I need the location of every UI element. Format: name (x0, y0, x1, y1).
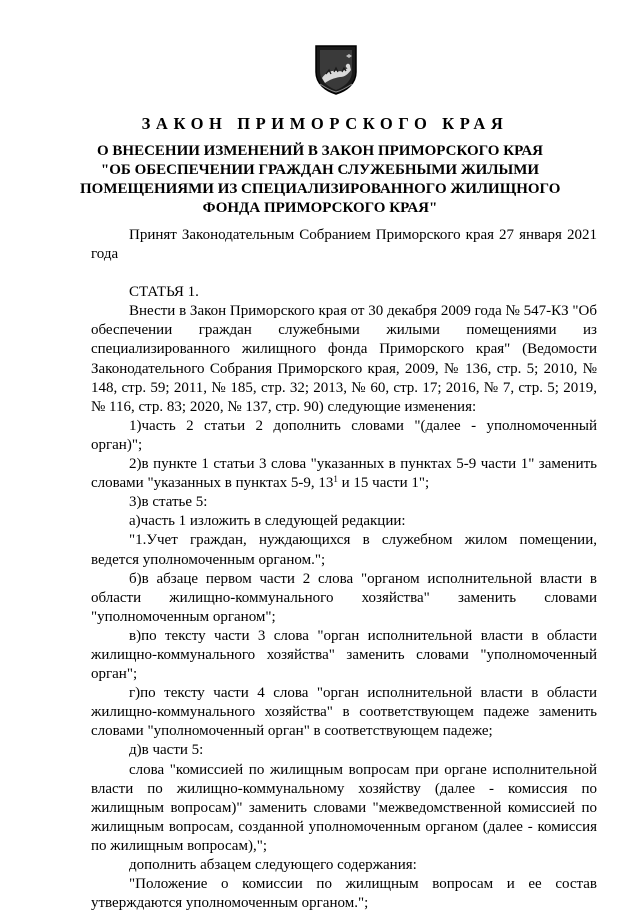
amendment-item-3g: г)по тексту части 4 слова "орган исполнительной власти в области жилищно-коммунального хозяйства" в соответствующем падеже заменить словами "уполномоченный орган" в соответствующем падеже; (91, 685, 597, 740)
item-2-superscript: 1 (333, 474, 338, 485)
amendment-item-1: 1)часть 2 статьи 2 дополнить словами "(далее - уполномоченный орган)"; (91, 417, 597, 453)
amendment-item-3d-quote: "Положение о комиссии по жилищным вопросам и ее состав утверждаются уполномоченным органом."; (91, 876, 597, 912)
document-body (91, 226, 597, 913)
item-2-text: 2)в пункте 1 статьи 3 слова "указанных в пунктах 5-9 части 1" заменить словами "указанных в пунктах 5-9, 13 (91, 456, 597, 492)
amendment-item-3b: б)в абзаце первом части 2 слова "органом исполнительной власти в области жилищно-коммунального хозяйства" заменить словами "уполномоченным органом"; (91, 570, 597, 625)
amendment-item-3d-words: слова "комиссией по жилищным вопросам при органе исполнительной власти по жилищно-коммунальному хозяйству (далее - комиссия по жилищным вопросам)" заменить словами "межведомственной комиссией по жилищным вопросам, созданной уполномоченным органом (далее - комиссия по жилищным вопросам),"; (91, 761, 597, 854)
law-title: ЗАКОН ПРИМОРСКОГО КРАЯ (141, 114, 509, 133)
heading-line: ПОМЕЩЕНИЯМИ ИЗ СПЕЦИАЛИЗИРОВАННОГО ЖИЛИЩНОГО (80, 181, 561, 197)
amendment-item-2 (91, 455, 597, 493)
amendment-item-3d-add: дополнить абзацем следующего содержания: (129, 857, 417, 873)
heading-line: ФОНДА ПРИМОРСКОГО КРАЯ" (202, 200, 438, 216)
amendment-item-3v: в)по тексту части 3 слова "орган исполнительной власти в области жилищно-коммунального хозяйства" заменить словами "уполномоченный орган"; (91, 627, 597, 683)
adoption-note: Принят Законодательным Собранием Приморского края 27 января 2021 года (91, 227, 597, 263)
law-heading (80, 142, 560, 218)
amendment-item-3: 3)в статье 5: (129, 494, 208, 511)
item-2-text-end: и 15 части 1"; (337, 475, 430, 492)
amendment-item-3a: а)часть 1 изложить в следующей редакции: (129, 513, 406, 530)
primorsky-coat-of-arms-icon (312, 44, 360, 96)
amendment-item-3a-quote: "1.Учет граждан, нуждающихся в служебном жилом помещении, ведется уполномоченным органом."; (91, 532, 597, 568)
article-label: СТАТЬЯ 1. (129, 284, 199, 301)
heading-line: "ОБ ОБЕСПЕЧЕНИИ ГРАЖДАН СЛУЖЕБНЫМИ ЖИЛЫМИ (100, 162, 540, 178)
article-intro: Внести в Закон Приморского края от 30 декабря 2009 года № 547-КЗ "Об обеспечении граждан служебными жилыми помещениями из специализированного жилищного фонда Приморского края" (Ведомости Законодательного Собрания Приморского края, 2009, № 136, стр. 5; 2010, № 148, стр. 59; 2011, № 185, стр. 32; 2013, № 60, стр. 17; 2016, № 7, стр. 5; 2019, № 116, стр. 83; 2020, № 137, стр. 90) следующие изменения: (91, 303, 597, 415)
heading-line: О ВНЕСЕНИИ ИЗМЕНЕНИЙ В ЗАКОН ПРИМОРСКОГО КРАЯ (97, 143, 543, 159)
amendment-item-3d: д)в части 5: (129, 742, 204, 759)
